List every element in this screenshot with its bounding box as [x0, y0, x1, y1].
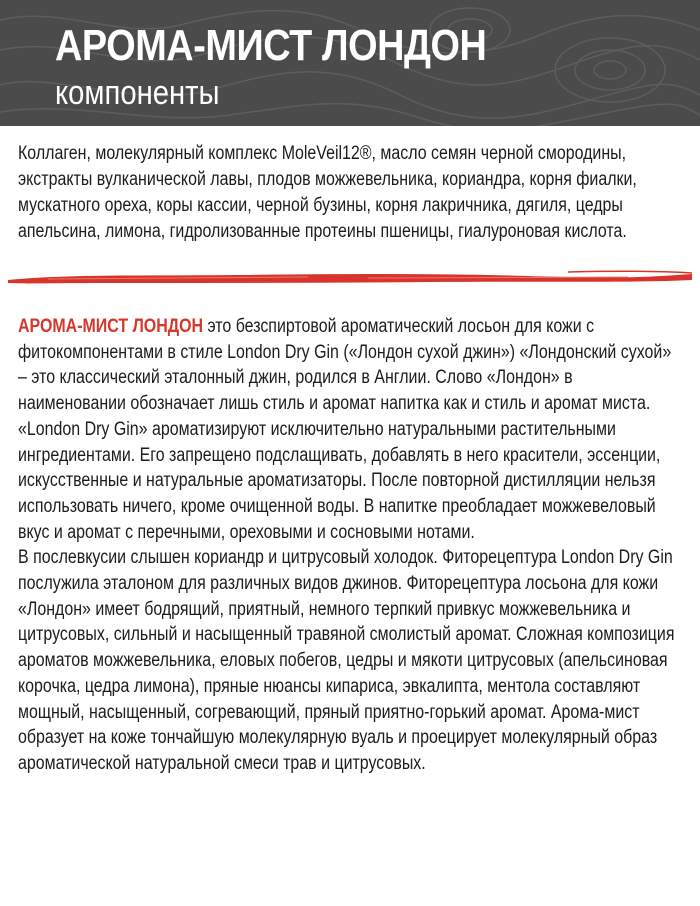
description-paragraph: «London Dry Gin» ароматизируют исключительно натуральными растительными ингредиентами. Его запрещено подслащивать, добавлять в него красители, эссенции, искусственные и натуральные ароматизаторы. После повторной дистилляции нельзя использовать ничего, кроме очищенной воды. В напитке преобладает можжевеловый вкус и аромат с перечными, ореховыми и сосновыми нотами. [18, 418, 661, 543]
brand-name: АРОМА-МИСТ ЛОНДОН [18, 316, 204, 337]
header-banner [0, 0, 700, 126]
intro-text: это безспиртовой ароматический лосьон для кожи с фитокомпонентами в стиле London Dry Gin («Лондон сухой джин») «Лондонский сухой» – это классический эталонный джин, родился в Англии. Слово «Лондон» в наименовании обозначает лишь стиль и аромат напитка как и стиль и аромат миста. [18, 316, 672, 415]
description-paragraph: В послевкусии слышен кориандр и цитрусовый холодок. Фиторецептура London Dry Gin послужила эталоном для различных видов джинов. Фиторецептура лосьона для кожи «Лондон» имеет бодрящий, приятный, немного терпкий привкус можжевельника и цитрусовых, сильный и насыщенный травяной смолистый аромат. Сложная композиция ароматов можжевельника, еловых побегов, цедры и мякоти цитрусовых (апельсиновая корочка, цедра лимона), пряные нюансы кипариса, эвкалипта, ментола составляют мощный, насыщенный, согревающий, пряный приятно-горький аромат. Арома-мист образует на коже тончайшую молекулярную вуаль и проецирует молекулярный образ ароматической натуральной смеси трав и цитрусовых. [18, 547, 675, 774]
description-intro [18, 314, 682, 417]
product-description [18, 314, 682, 777]
ingredients-list: Коллаген, молекулярный комплекс MoleVeil12®, масло семян черной смородины, экстракты вулканической лавы, плодов можжевельника, кориандра, корня фиалки, мускатного ореха, коры кассии, черной бузины, корня лакричника, дягиля, цедры апельсина, лимона, гидролизованные протеины пшеницы, гиалуроновая кислота. [18, 143, 637, 242]
page-subtitle: компоненты [55, 74, 220, 112]
brush-stroke-divider [8, 268, 692, 288]
page-title: АРОМА-МИСТ ЛОНДОН [55, 21, 487, 70]
